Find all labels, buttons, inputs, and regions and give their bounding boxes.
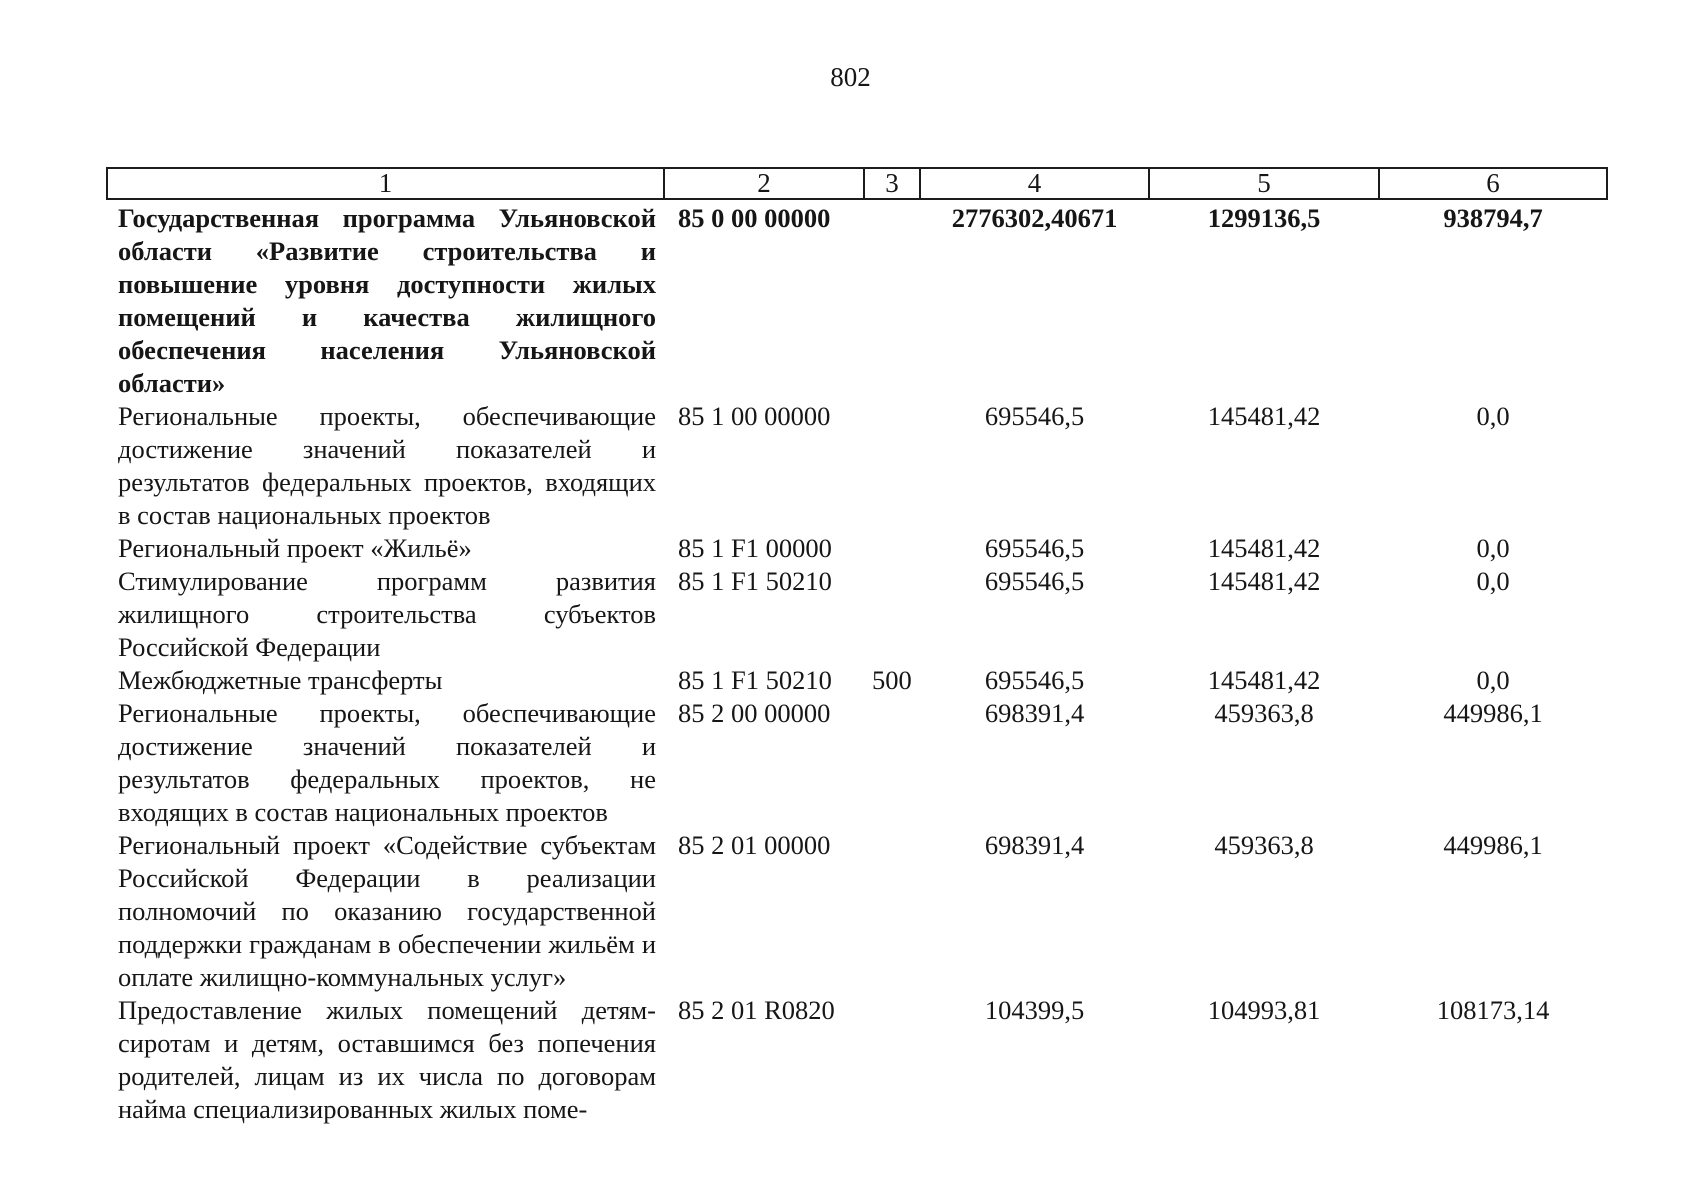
row-value-col6: 449986,1 <box>1443 830 1543 860</box>
page-number: 802 <box>830 62 871 92</box>
row-value-col6: 938794,7 <box>1443 203 1543 233</box>
column-header-6: 6 <box>1379 168 1607 199</box>
row-value-col5: 145481,42 <box>1207 401 1321 431</box>
table-row <box>107 532 1607 565</box>
row-name: Стимулирование программ развития жилищного строительства субъектов Российской Федерации <box>118 566 656 662</box>
row-expense-type <box>864 532 920 565</box>
table-row <box>107 199 1607 400</box>
column-header-4: 4 <box>920 168 1149 199</box>
row-value-col6: 0,0 <box>1476 665 1510 695</box>
row-value-col4: 698391,4 <box>984 830 1085 860</box>
row-value-col6: 0,0 <box>1476 533 1510 563</box>
row-value-col4: 695546,5 <box>984 533 1085 563</box>
row-name: Государственная программа Ульяновской области «Развитие строительства и повышение уровня доступности жилых помещений и качества жилищного обеспечения населения Ульяновской области» <box>118 203 656 398</box>
row-value-col6: 0,0 <box>1476 401 1510 431</box>
row-value-col6: 0,0 <box>1476 566 1510 596</box>
table-row <box>107 829 1607 994</box>
row-value-col6: 449986,1 <box>1443 698 1543 728</box>
column-header-3: 3 <box>864 168 920 199</box>
row-expense-type <box>864 994 920 1126</box>
row-value-col6: 108173,14 <box>1436 995 1550 1025</box>
row-expense-type <box>864 697 920 829</box>
table-row <box>107 697 1607 829</box>
row-code: 85 1 F1 50210 <box>678 566 832 596</box>
row-expense-type <box>864 400 920 532</box>
row-name: Региональные проекты, обеспечивающие достижение значений показателей и результатов федеральных проектов, входящих в состав национальных проектов <box>118 401 656 530</box>
row-value-col5: 1299136,5 <box>1207 203 1321 233</box>
row-value-col5: 459363,8 <box>1214 830 1314 860</box>
row-value-col4: 104399,5 <box>984 995 1085 1025</box>
row-expense-type <box>864 199 920 400</box>
row-name: Региональные проекты, обеспечивающие достижение значений показателей и результатов федеральных проектов, не входящих в состав национальных проектов <box>118 698 656 827</box>
row-code: 85 2 00 00000 <box>678 698 831 728</box>
row-expense-type: 500 <box>872 665 912 695</box>
table-row <box>107 400 1607 532</box>
row-code: 85 1 F1 00000 <box>678 533 832 563</box>
row-code: 85 0 00 00000 <box>678 203 831 233</box>
row-expense-type <box>864 565 920 664</box>
row-value-col5: 145481,42 <box>1207 533 1321 563</box>
table-row <box>107 994 1607 1126</box>
row-name: Региональный проект «Содействие субъектам Российской Федерации в реализации полномочий по оказанию государственной поддержки гражданам в обеспечении жильём и оплате жилищно-коммунальных услуг» <box>118 830 656 992</box>
row-code: 85 1 F1 50210 <box>678 665 832 695</box>
row-code: 85 1 00 00000 <box>678 401 831 431</box>
row-value-col5: 145481,42 <box>1207 665 1321 695</box>
table-row <box>107 664 1607 697</box>
row-value-col4: 695546,5 <box>984 566 1085 596</box>
row-code: 85 2 01 00000 <box>678 830 831 860</box>
row-name: Региональный проект «Жильё» <box>118 533 472 563</box>
row-value-col4: 2776302,40671 <box>951 203 1118 233</box>
table-row <box>107 565 1607 664</box>
column-header-5: 5 <box>1149 168 1379 199</box>
row-expense-type <box>864 829 920 994</box>
row-value-col4: 695546,5 <box>984 401 1085 431</box>
row-value-col5: 459363,8 <box>1214 698 1314 728</box>
row-value-col5: 104993,81 <box>1207 995 1321 1025</box>
budget-table <box>106 167 1608 1126</box>
table-header-row <box>107 168 1607 199</box>
row-name: Межбюджетные трансферты <box>118 665 443 695</box>
row-value-col5: 145481,42 <box>1207 566 1321 596</box>
row-value-col4: 698391,4 <box>984 698 1085 728</box>
row-value-col4: 695546,5 <box>984 665 1085 695</box>
row-code: 85 2 01 R0820 <box>678 995 835 1025</box>
column-header-2: 2 <box>664 168 864 199</box>
column-header-1: 1 <box>107 168 664 199</box>
row-name: Предоставление жилых помещений детям-сиротам и детям, оставшимся без попечения родителей, лицам из их числа по договорам найма специализированных жилых поме- <box>118 995 656 1124</box>
